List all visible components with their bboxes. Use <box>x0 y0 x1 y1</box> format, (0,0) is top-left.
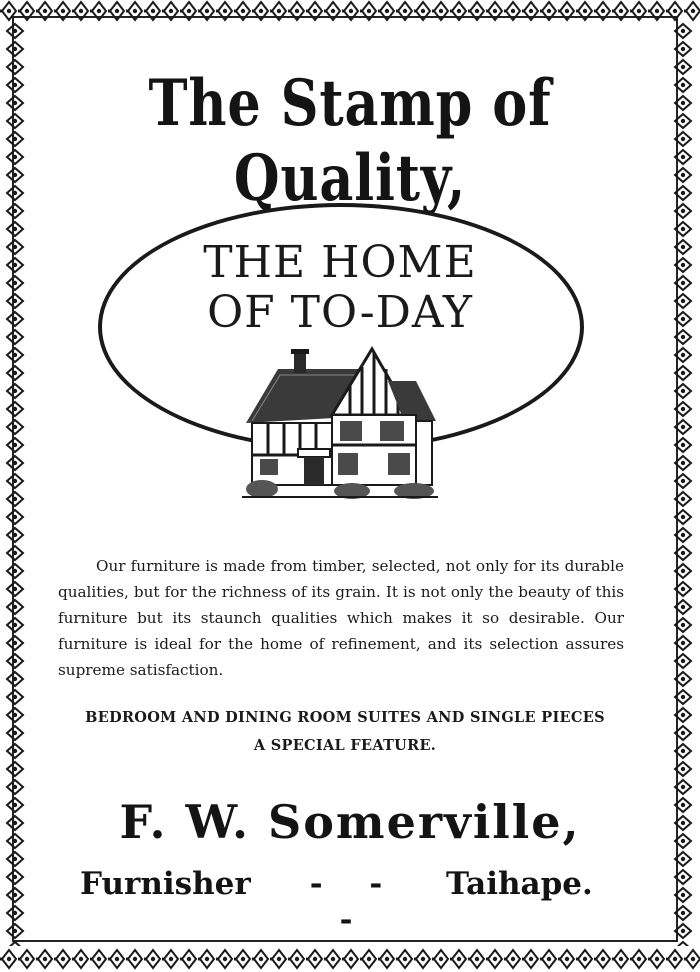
merchant-trade: Furnisher <box>80 866 251 902</box>
diamond-border-bottom-icon <box>0 946 700 972</box>
diamond-border-left-icon <box>0 22 30 946</box>
body-paragraph: Our furniture is made from timber, selected, not only for its durable qualities, but for the richness of its grain. It is not only the beauty of this furniture but its staunch qualities which makes it so desirable. Our furniture is ideal for the home of refinement, and its selection assures supreme satisfaction. <box>58 557 624 680</box>
diamond-border-top-icon <box>0 0 700 22</box>
tudor-house-icon <box>238 345 448 505</box>
oval-title-line-1: THE HOME <box>203 237 477 288</box>
feature-notice <box>40 704 650 760</box>
oval-title <box>120 238 560 338</box>
oval-title-line-2: OF TO-DAY <box>207 287 473 338</box>
diamond-border-right-icon <box>666 22 700 946</box>
merchant-town: Taihape. <box>446 866 593 902</box>
feature-line-1: BEDROOM AND DINING ROOM SUITES AND SINGLE PIECES <box>85 709 605 726</box>
feature-line-2: A SPECIAL FEATURE. <box>253 737 437 754</box>
separator-dashes: - - - <box>309 866 401 938</box>
headline: The Stamp of Quality, <box>148 66 552 216</box>
merchant-name: F. W. Somerville, <box>119 795 581 849</box>
